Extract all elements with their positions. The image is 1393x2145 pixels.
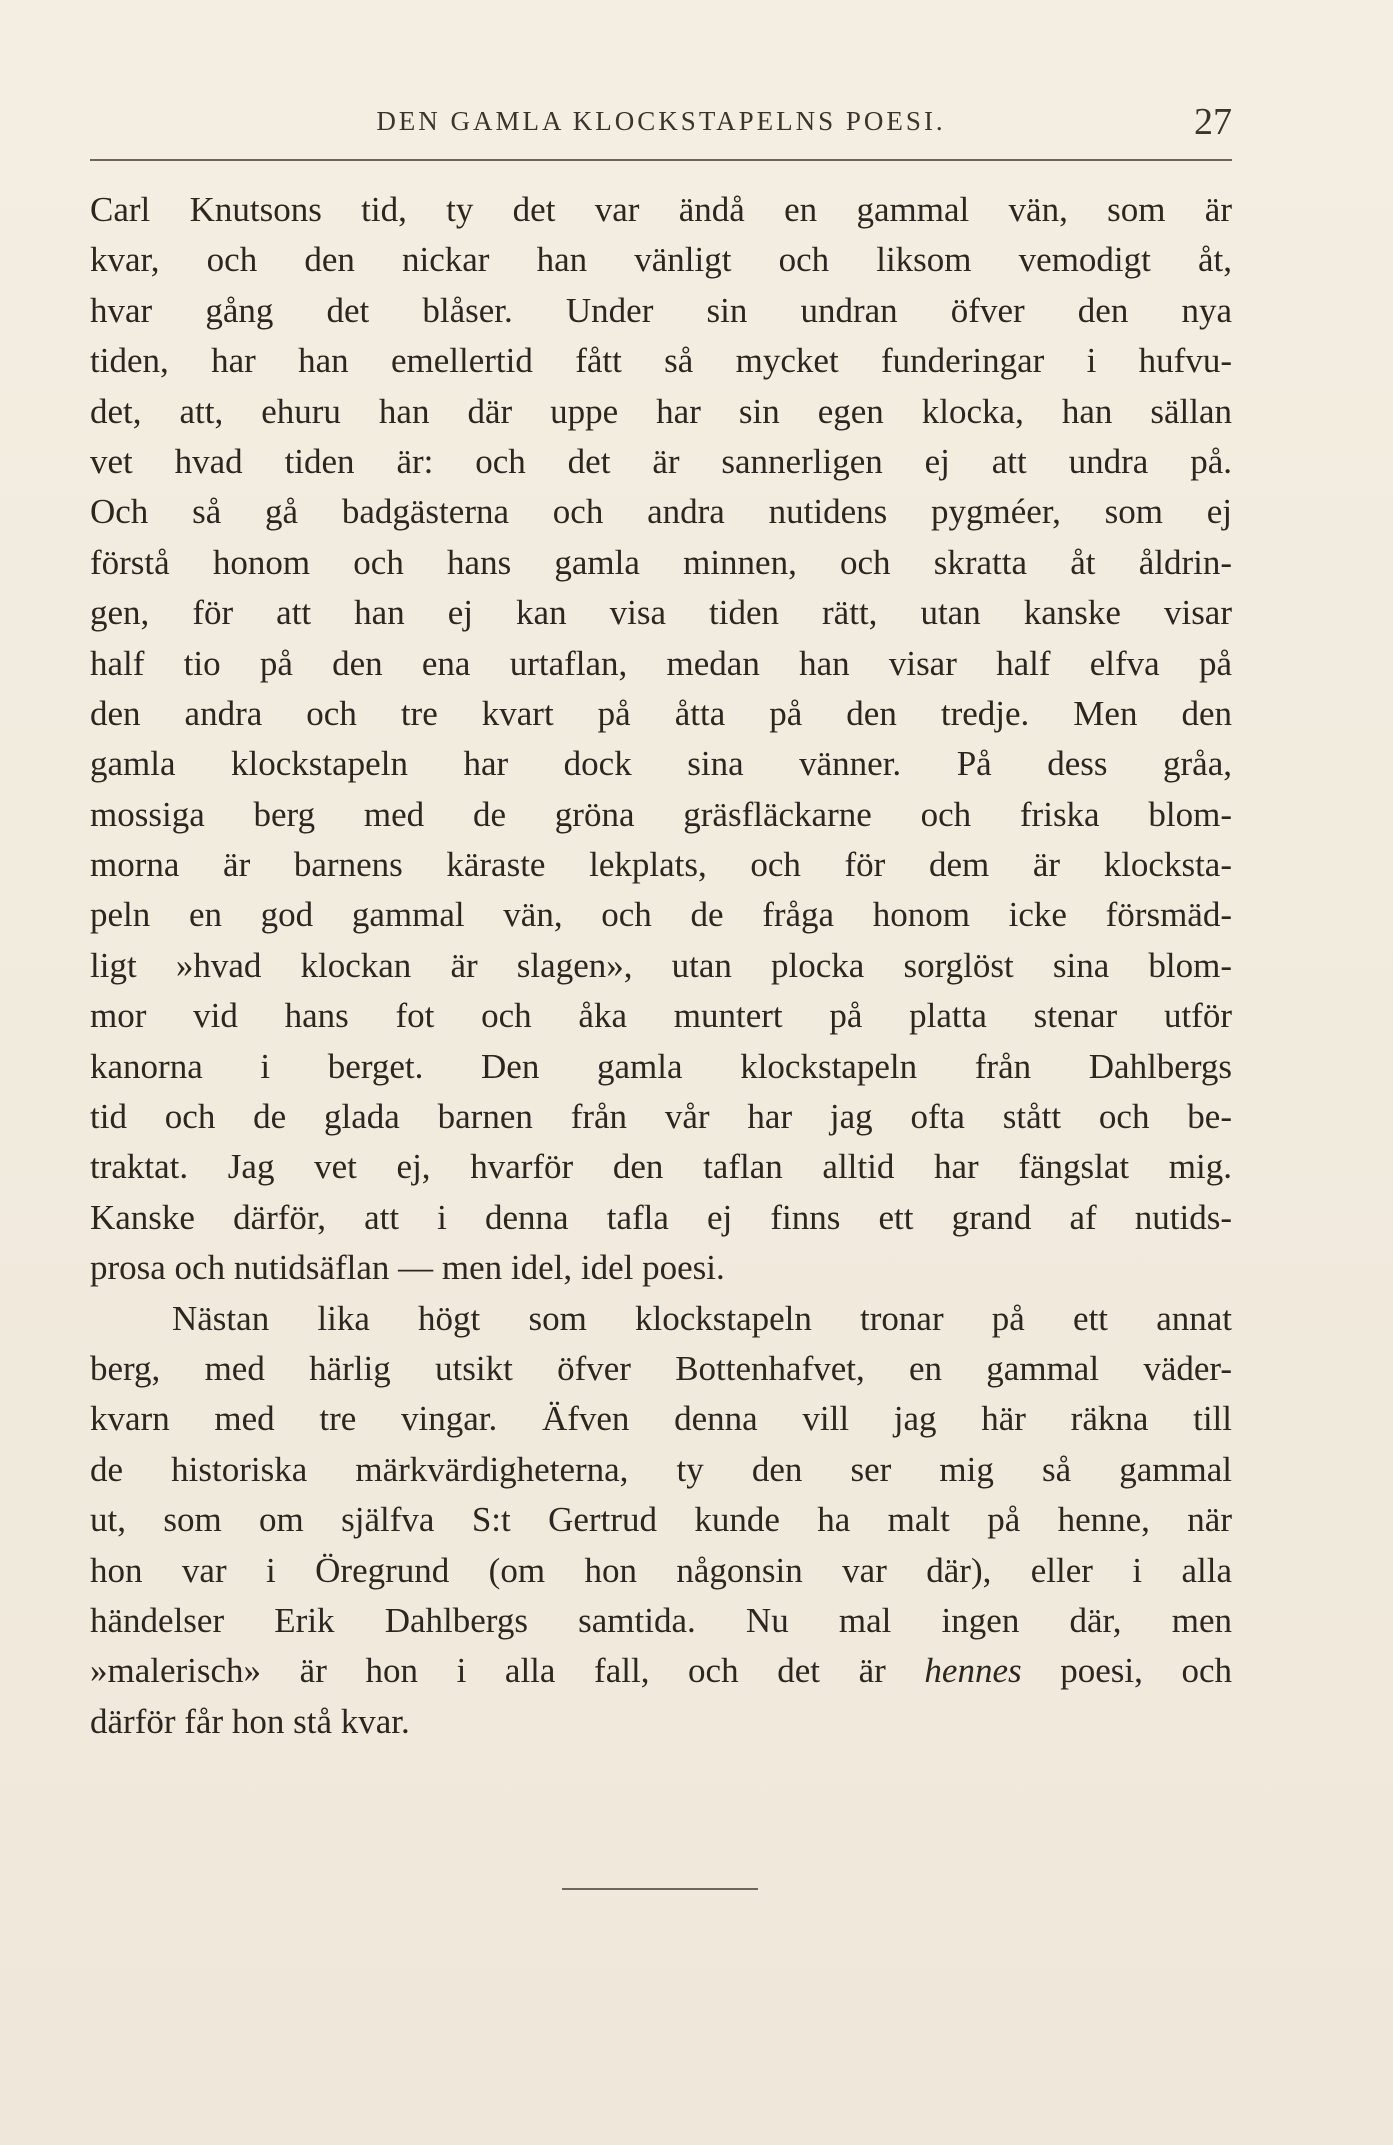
body-text [90, 185, 1232, 1747]
text-line: vet hvad tiden är: och det är sannerligen ej att undra på. [90, 441, 1232, 481]
text-line: de historiska märkvärdigheterna, ty den ser mig så gammal [90, 1449, 1232, 1489]
text-line: det, att, ehuru han där uppe har sin egen klocka, han sällan [90, 391, 1232, 431]
running-title: DEN GAMLA KLOCKSTAPELNS POESI. [376, 106, 946, 136]
text-line: ut, som om själfva S:t Gertrud kunde ha malt på henne, när [90, 1500, 1232, 1540]
text-segment: poesi, och [1021, 1651, 1233, 1691]
text-line: kvarn med tre vingar. Äfven denna vill jag här räkna till [90, 1399, 1232, 1439]
text-line: mossiga berg med de gröna gräsfläckarne och friska blom- [90, 794, 1232, 834]
text-line: prosa och nutidsäflan — men idel, idel poesi. [90, 1248, 725, 1288]
text-line: Carl Knutsons tid, ty det var ändå en gammal vän, som är [90, 190, 1232, 229]
text-line: berg, med härlig utsikt öfver Bottenhafvet, en gammal väder- [90, 1348, 1232, 1388]
text-line: peln en god gammal vän, och de fråga honom icke försmäd- [90, 895, 1232, 935]
text-line: Och så gå badgästerna och andra nutidens pygméer, som ej [90, 492, 1232, 532]
text-line: kvar, och den nickar han vänligt och liksom vemodigt åt, [90, 240, 1232, 280]
text-line: morna är barnens käraste lekplats, och för dem är klocksta- [90, 845, 1232, 885]
text-segment: »malerisch» är hon i alla fall, och det är [90, 1651, 925, 1691]
page-number: 27 [1194, 101, 1232, 143]
text-line: tiden, har han emellertid fått så mycket funderingar i hufvu- [90, 341, 1232, 381]
text-line: Kanske därför, att i denna tafla ej finns ett grand af nutids- [90, 1197, 1232, 1237]
end-rule [562, 1888, 758, 1890]
text-line: tid och de glada barnen från vår har jag ofta stått och be- [90, 1097, 1232, 1137]
text-line: gen, för att han ej kan visa tiden rätt, utan kanske visar [90, 593, 1232, 633]
text-line: den andra och tre kvart på åtta på den tredje. Men den [90, 693, 1232, 733]
text-line: hvar gång det blåser. Under sin undran öfver den nya [90, 290, 1232, 330]
text-line: därför får hon stå kvar. [90, 1701, 410, 1741]
text-line: ligt »hvad klockan är slagen», utan plocka sorglöst sina blom- [90, 945, 1232, 985]
text-line: hon var i Öregrund (om hon någonsin var där), eller i alla [90, 1550, 1232, 1590]
text-line: kanorna i berget. Den gamla klockstapeln från Dahlbergs [90, 1046, 1232, 1086]
text-line: mor vid hans fot och åka muntert på platta stenar utför [90, 996, 1232, 1036]
text-line: gamla klockstapeln har dock sina vänner. På dess gråa, [90, 744, 1232, 784]
running-head [90, 98, 1232, 148]
header-rule [90, 159, 1232, 161]
text-line: traktat. Jag vet ej, hvarför den taflan alltid har fängslat mig. [90, 1147, 1232, 1187]
text-line: Nästan lika högt som klockstapeln tronar på ett annat [172, 1298, 1232, 1338]
text-line: half tio på den ena urtaflan, medan han visar half elfva på [90, 643, 1232, 683]
text-line: händelser Erik Dahlbergs samtida. Nu mal ingen där, men [90, 1600, 1232, 1640]
emphasized-word: hennes [924, 1651, 1022, 1691]
text-line-with-emphasis [90, 1646, 1232, 1696]
text-line: förstå honom och hans gamla minnen, och skratta åt åldrin- [90, 542, 1232, 582]
